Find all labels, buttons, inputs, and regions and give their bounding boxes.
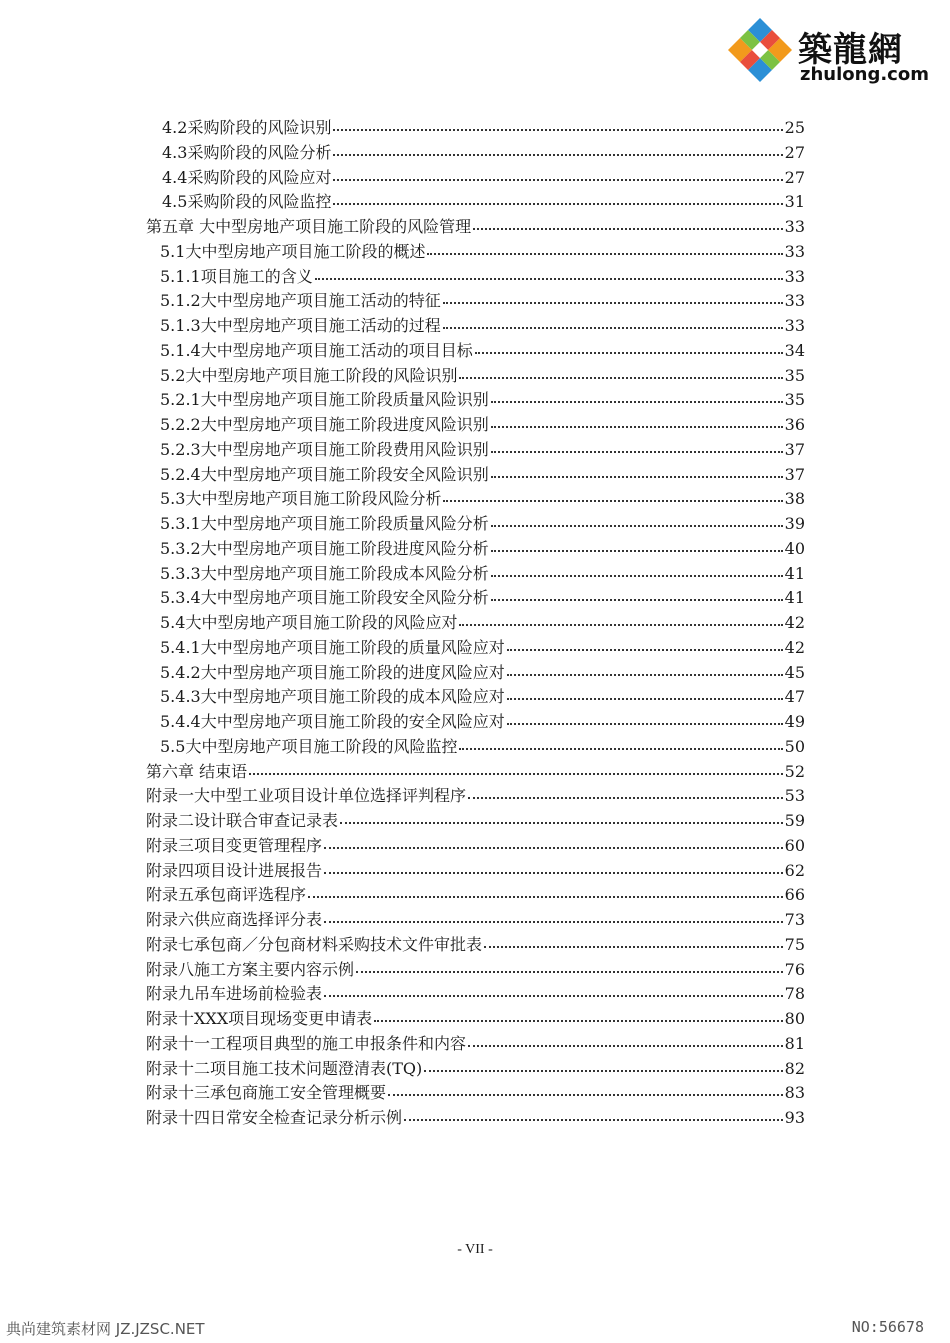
toc-leader-dots: [333, 203, 782, 205]
toc-entry[interactable]: [160, 438, 805, 462]
toc-entry-label: 附录十四日常安全检查记录分析示例: [146, 1108, 403, 1127]
toc-entry-page: 31: [784, 192, 805, 212]
toc-entry-page: 80: [784, 1009, 805, 1028]
toc-entry[interactable]: [160, 562, 805, 586]
toc-entry-page: 45: [784, 662, 805, 682]
toc-leader-dots: [484, 946, 783, 948]
toc-entry-label: 5.2.4大中型房地产项目施工阶段安全风险识别: [160, 464, 489, 484]
toc-leader-dots: [424, 1070, 782, 1072]
toc-entry[interactable]: [146, 215, 805, 239]
toc-leader-dots: [473, 228, 783, 230]
toc-entry[interactable]: [146, 1057, 805, 1081]
toc-entry-label: 附录八施工方案主要内容示例: [146, 959, 355, 979]
toc-entry-page: 41: [784, 563, 805, 583]
toc-leader-dots: [491, 476, 783, 478]
toc-entry[interactable]: [146, 784, 805, 808]
toc-entry-label: 附录九吊车进场前检验表: [146, 984, 323, 1004]
toc-entry-label: 5.1.3大中型房地产项目施工活动的过程: [160, 316, 441, 335]
toc-entry-page: 34: [784, 340, 805, 360]
toc-entry-label: 附录一大中型工业项目设计单位选择评判程序: [146, 786, 467, 806]
toc-entry-label: 5.4.1大中型房地产项目施工阶段的质量风险应对: [160, 637, 505, 657]
toc-entry[interactable]: [160, 289, 805, 313]
toc-entry-page: 35: [784, 365, 805, 385]
toc-leader-dots: [443, 500, 782, 502]
toc-entry-label: 5.2.1大中型房地产项目施工阶段质量风险识别: [160, 390, 489, 410]
toc-entry-page: 37: [784, 464, 805, 484]
toc-entry-label: 5.1大中型房地产项目施工阶段的概述: [160, 241, 426, 261]
toc-leader-dots: [507, 698, 783, 700]
toc-entry[interactable]: [162, 166, 805, 190]
watermark-number: NO:56678: [851, 1318, 924, 1336]
toc-leader-dots: [475, 352, 783, 354]
logo-text-cn: 築龍網: [798, 30, 903, 70]
toc-entry[interactable]: [160, 413, 805, 437]
toc-leader-dots: [507, 649, 783, 651]
toc-leader-dots: [340, 822, 783, 824]
toc-leader-dots: [333, 179, 782, 181]
toc-entry-page: 49: [784, 712, 805, 731]
toc-leader-dots: [507, 723, 783, 725]
toc-entry-label: 第六章 结束语: [146, 761, 248, 781]
toc-entry-page: 33: [784, 316, 805, 335]
toc-entry[interactable]: [146, 933, 805, 957]
watermark-site: 典尚建筑素材网 JZ.JZSC.NET: [6, 1320, 205, 1338]
toc-entry-label: 5.4.4大中型房地产项目施工阶段的安全风险应对: [160, 712, 505, 731]
toc-entry-page: 93: [784, 1108, 805, 1127]
toc-entry-page: 47: [784, 687, 805, 707]
toc-entry-label: 5.3.2大中型房地产项目施工阶段进度风险分析: [160, 538, 489, 558]
logo-text-en: zhulong.com: [800, 64, 929, 85]
toc-entry-page: 50: [784, 736, 805, 756]
toc-entry-label: 5.3.3大中型房地产项目施工阶段成本风险分析: [160, 563, 489, 583]
toc-entry[interactable]: [160, 636, 805, 660]
toc-leader-dots: [324, 995, 783, 997]
toc-entry-page: 33: [784, 266, 805, 286]
toc-leader-dots: [459, 748, 782, 750]
toc-entry-label: 5.3大中型房地产项目施工阶段风险分析: [160, 489, 442, 509]
toc-entry-page: 27: [784, 142, 805, 162]
toc-entry-page: 52: [784, 761, 805, 781]
toc-entry-label: 4.5采购阶段的风险监控: [162, 192, 332, 212]
toc-entry-label: 附录三项目变更管理程序: [146, 835, 323, 855]
toc-entry[interactable]: [146, 982, 805, 1006]
toc-leader-dots: [427, 253, 782, 255]
toc-leader-dots: [356, 971, 783, 973]
toc-entry-label: 5.4.2大中型房地产项目施工阶段的进度风险应对: [160, 662, 505, 682]
toc-entry-page: 82: [784, 1058, 805, 1078]
toc-entry-page: 39: [784, 514, 805, 533]
toc-entry-page: 81: [784, 1033, 805, 1053]
toc-leader-dots: [308, 896, 783, 898]
toc-entry[interactable]: [160, 611, 805, 635]
toc-leader-dots: [491, 401, 783, 403]
toc-entry[interactable]: [160, 661, 805, 685]
toc-leader-dots: [324, 847, 783, 849]
toc-entry-label: 4.3采购阶段的风险分析: [162, 142, 332, 162]
toc-leader-dots: [324, 872, 783, 874]
toc-entry-label: 5.5大中型房地产项目施工阶段的风险监控: [160, 736, 458, 756]
toc-entry-page: 40: [784, 538, 805, 558]
toc-entry[interactable]: [162, 116, 805, 140]
toc-leader-dots: [333, 154, 782, 156]
toc-entry-label: 5.4.3大中型房地产项目施工阶段的成本风险应对: [160, 687, 505, 707]
toc-entry-page: 59: [784, 811, 805, 830]
toc-entry[interactable]: [160, 537, 805, 561]
toc-leader-dots: [507, 674, 783, 676]
toc-entry[interactable]: [162, 141, 805, 165]
toc-entry[interactable]: [160, 463, 805, 487]
toc-entry-label: 附录十三承包商施工安全管理概要: [146, 1083, 387, 1103]
toc-leader-dots: [491, 426, 783, 428]
toc-entry-label: 5.4大中型房地产项目施工阶段的风险应对: [160, 613, 458, 632]
toc-entry-page: 41: [784, 588, 805, 608]
toc-entry-label: 5.2.3大中型房地产项目施工阶段费用风险识别: [160, 439, 489, 459]
toc-entry-label: 4.4采购阶段的风险应对: [162, 167, 332, 187]
toc-entry[interactable]: [160, 685, 805, 709]
toc-entry-page: 53: [784, 786, 805, 806]
toc-entry-label: 附录二设计联合审查记录表: [146, 811, 339, 830]
toc-entry-label: 5.1.2大中型房地产项目施工活动的特征: [160, 291, 441, 311]
toc-entry-page: 76: [784, 959, 805, 979]
toc-entry[interactable]: [160, 487, 805, 511]
toc-entry[interactable]: [146, 1007, 805, 1031]
toc-entry-page: 37: [784, 439, 805, 459]
zhulong-logo: [722, 8, 944, 88]
toc-entry-label: 附录四项目设计进展报告: [146, 860, 323, 880]
toc-entry-label: 第五章 大中型房地产项目施工阶段的风险管理: [146, 217, 472, 236]
toc-entry[interactable]: [160, 735, 805, 759]
toc-entry[interactable]: [146, 908, 805, 932]
toc-leader-dots: [491, 525, 783, 527]
toc-leader-dots: [388, 1094, 783, 1096]
toc-entry-label: 附录十一工程项目典型的施工申报条件和内容: [146, 1033, 467, 1053]
pinwheel-logo-icon: [726, 16, 794, 84]
toc-leader-dots: [333, 129, 782, 131]
toc-entry-page: 60: [784, 835, 805, 855]
toc-entry[interactable]: [146, 834, 805, 858]
toc-leader-dots: [491, 451, 783, 453]
toc-entry-label: 5.3.4大中型房地产项目施工阶段安全风险分析: [160, 588, 489, 608]
toc-entry-page: 42: [784, 613, 805, 632]
toc-leader-dots: [249, 773, 783, 775]
toc-entry[interactable]: [160, 388, 805, 412]
toc-leader-dots: [491, 575, 783, 577]
toc-entry-page: 33: [784, 241, 805, 261]
toc-entry-page: 62: [784, 860, 805, 880]
toc-entry-page: 73: [784, 910, 805, 929]
toc-entry[interactable]: [160, 586, 805, 610]
toc-leader-dots: [459, 624, 782, 626]
toc-leader-dots: [491, 550, 783, 552]
toc-entry[interactable]: [162, 190, 805, 214]
toc-leader-dots: [404, 1119, 783, 1121]
toc-entry[interactable]: [160, 339, 805, 363]
toc-entry-label: 5.2大中型房地产项目施工阶段的风险识别: [160, 365, 458, 385]
toc-leader-dots: [374, 1020, 782, 1022]
toc-entry[interactable]: [160, 364, 805, 388]
toc-leader-dots: [443, 327, 783, 329]
toc-entry[interactable]: [146, 1106, 805, 1130]
toc-entry-page: 33: [784, 217, 805, 236]
toc-entry-label: 附录六供应商选择评分表: [146, 910, 323, 929]
toc-leader-dots: [459, 377, 782, 379]
toc-entry[interactable]: [146, 1032, 805, 1056]
toc-entry-label: 附录十二项目施工技术问题澄清表(TQ): [146, 1058, 423, 1078]
toc-entry[interactable]: [160, 710, 805, 734]
toc-entry-label: 5.3.1大中型房地产项目施工阶段质量风险分析: [160, 514, 489, 533]
toc-entry-label: 附录七承包商／分包商材料采购技术文件审批表: [146, 934, 483, 954]
toc-leader-dots: [491, 599, 783, 601]
toc-entry-label: 附录十XXX项目现场变更申请表: [146, 1009, 373, 1028]
toc-entry-page: 36: [784, 415, 805, 434]
toc-entry[interactable]: [146, 1081, 805, 1105]
toc-entry-label: 5.1.1项目施工的含义: [160, 266, 313, 286]
toc-entry[interactable]: [146, 859, 805, 883]
toc-entry-page: 83: [784, 1083, 805, 1103]
toc-entry-page: 25: [784, 118, 805, 137]
toc-leader-dots: [443, 302, 783, 304]
toc-entry-label: 5.2.2大中型房地产项目施工阶段进度风险识别: [160, 415, 489, 434]
toc-entry[interactable]: [160, 314, 805, 338]
toc-entry[interactable]: [146, 883, 805, 907]
toc-entry-page: 33: [784, 291, 805, 311]
toc-entry[interactable]: [160, 265, 805, 289]
page-number: - VII -: [457, 1242, 493, 1257]
toc-entry-label: 附录五承包商评选程序: [146, 885, 307, 905]
toc-entry-page: 38: [784, 489, 805, 509]
toc-entry-page: 78: [784, 984, 805, 1004]
toc-entry-page: 27: [784, 167, 805, 187]
toc-entry-page: 42: [784, 637, 805, 657]
toc-entry[interactable]: [146, 760, 805, 784]
toc-entry-label: 4.2采购阶段的风险识别: [162, 118, 332, 137]
toc-entry[interactable]: [146, 809, 805, 833]
toc-leader-dots: [468, 1045, 783, 1047]
toc-entry-page: 35: [784, 390, 805, 410]
toc-entry-page: 75: [784, 934, 805, 954]
toc-entry[interactable]: [160, 240, 805, 264]
toc-entry[interactable]: [146, 958, 805, 982]
toc-entry[interactable]: [160, 512, 805, 536]
toc-leader-dots: [324, 921, 783, 923]
toc-leader-dots: [315, 278, 783, 280]
toc-entry-label: 5.1.4大中型房地产项目施工活动的项目目标: [160, 340, 473, 360]
toc-entry-page: 66: [784, 885, 805, 905]
toc-leader-dots: [468, 797, 783, 799]
